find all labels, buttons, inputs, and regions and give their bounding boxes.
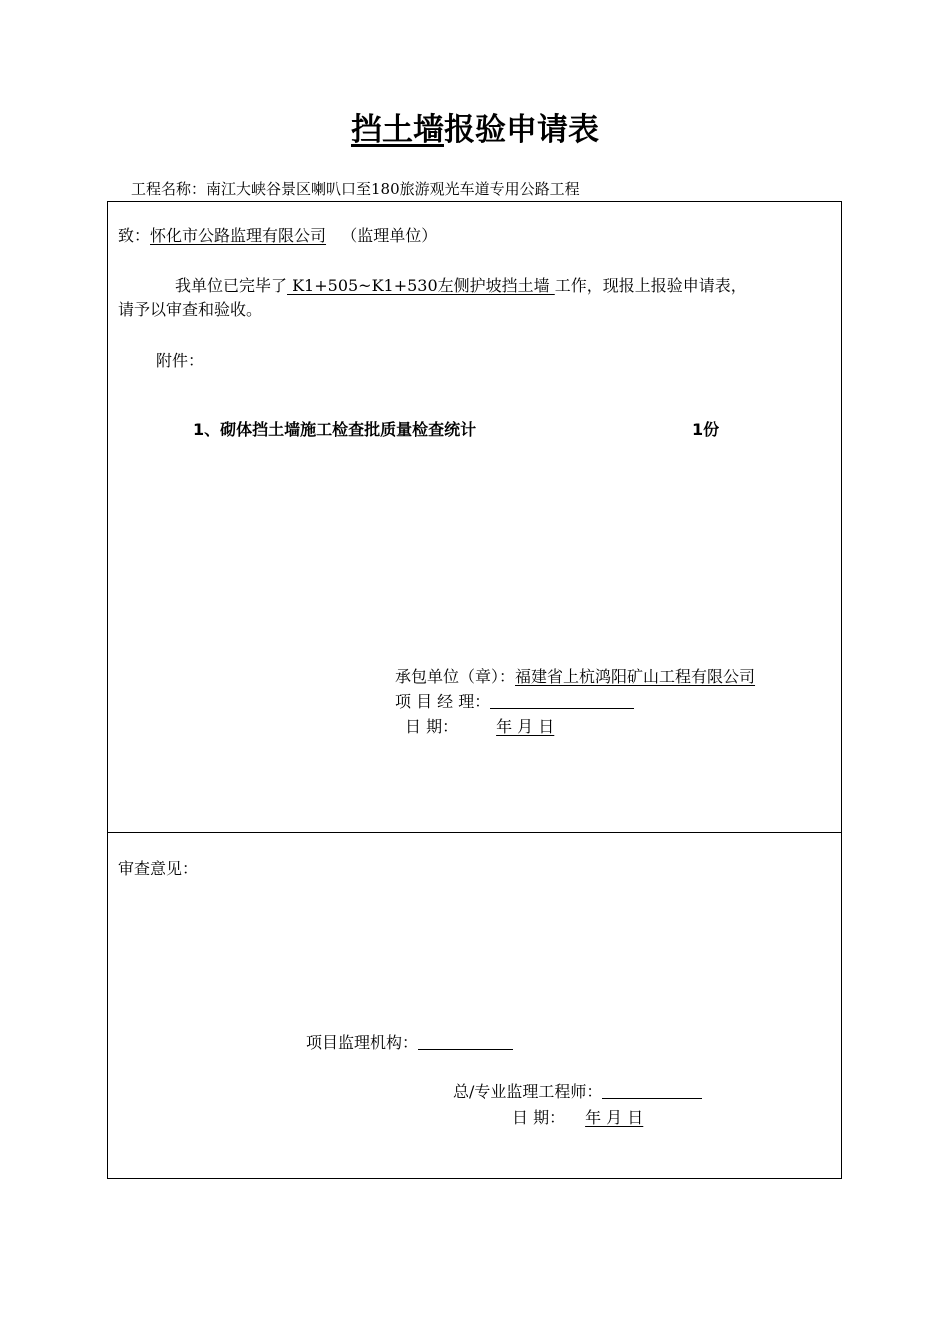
- supervision-org-line: [306, 1033, 513, 1053]
- contractor-unit-value: 福建省上杭鸿阳矿山工程有限公司: [515, 667, 756, 686]
- attachments-label: 附件：: [156, 351, 205, 370]
- form-title: [0, 104, 950, 149]
- supervising-engineer-line: [453, 1082, 702, 1102]
- body-line1-start: 我单位已完毕了: [175, 276, 288, 295]
- supervising-engineer-label: 总/专业监理工程师：: [453, 1082, 603, 1101]
- section-divider: [107, 832, 842, 833]
- project-name-value: 南江大峡谷景区喇叭口至180旅游观光车道专用公路工程: [206, 180, 580, 198]
- supervision-org-signature-field[interactable]: [418, 1033, 513, 1050]
- review-date-field[interactable]: 年 月 日: [585, 1108, 644, 1127]
- attachment-item-count: 1份: [692, 420, 720, 439]
- form-title-underlined: 挡土墙: [351, 112, 444, 148]
- project-manager-label: 项 目 经 理：: [395, 692, 491, 711]
- work-item: K1+505~K1+530左侧护坡挡土墙: [287, 276, 555, 295]
- attachment-item-name: 1、砌体挡土墙施工检查批质量检查统计: [193, 420, 477, 439]
- supervision-unit-suffix: （监理单位）: [341, 226, 438, 245]
- project-name-label: 工程名称：: [131, 180, 207, 198]
- project-manager-signature-field[interactable]: [490, 692, 634, 709]
- addressee-line: [118, 226, 437, 246]
- body-line-2: 请予以审查和验收。: [118, 300, 263, 319]
- contractor-date-label: 日 期：: [405, 717, 459, 736]
- body-line-1: [175, 276, 747, 296]
- project-name-line: [131, 178, 580, 199]
- project-manager-line: [395, 692, 634, 712]
- supervising-engineer-signature-field[interactable]: [602, 1082, 702, 1099]
- contractor-unit-label: 承包单位（章）：: [395, 667, 516, 686]
- contractor-unit-line: [395, 667, 755, 687]
- supervision-company: 怀化市公路监理有限公司: [150, 226, 327, 245]
- contractor-date-line: [405, 717, 584, 737]
- body-line1-end: 工作，现报上报验申请表，: [554, 276, 747, 295]
- form-title-rest: 报验申请表: [444, 112, 599, 148]
- review-date-line: [512, 1108, 653, 1128]
- review-date-label: 日 期：: [512, 1108, 566, 1127]
- review-opinion-label: 审查意见：: [118, 859, 199, 878]
- supervision-org-label: 项目监理机构：: [306, 1033, 419, 1052]
- addressee-prefix: 致：: [118, 226, 151, 245]
- contractor-date-field[interactable]: 年 月 日: [496, 717, 555, 736]
